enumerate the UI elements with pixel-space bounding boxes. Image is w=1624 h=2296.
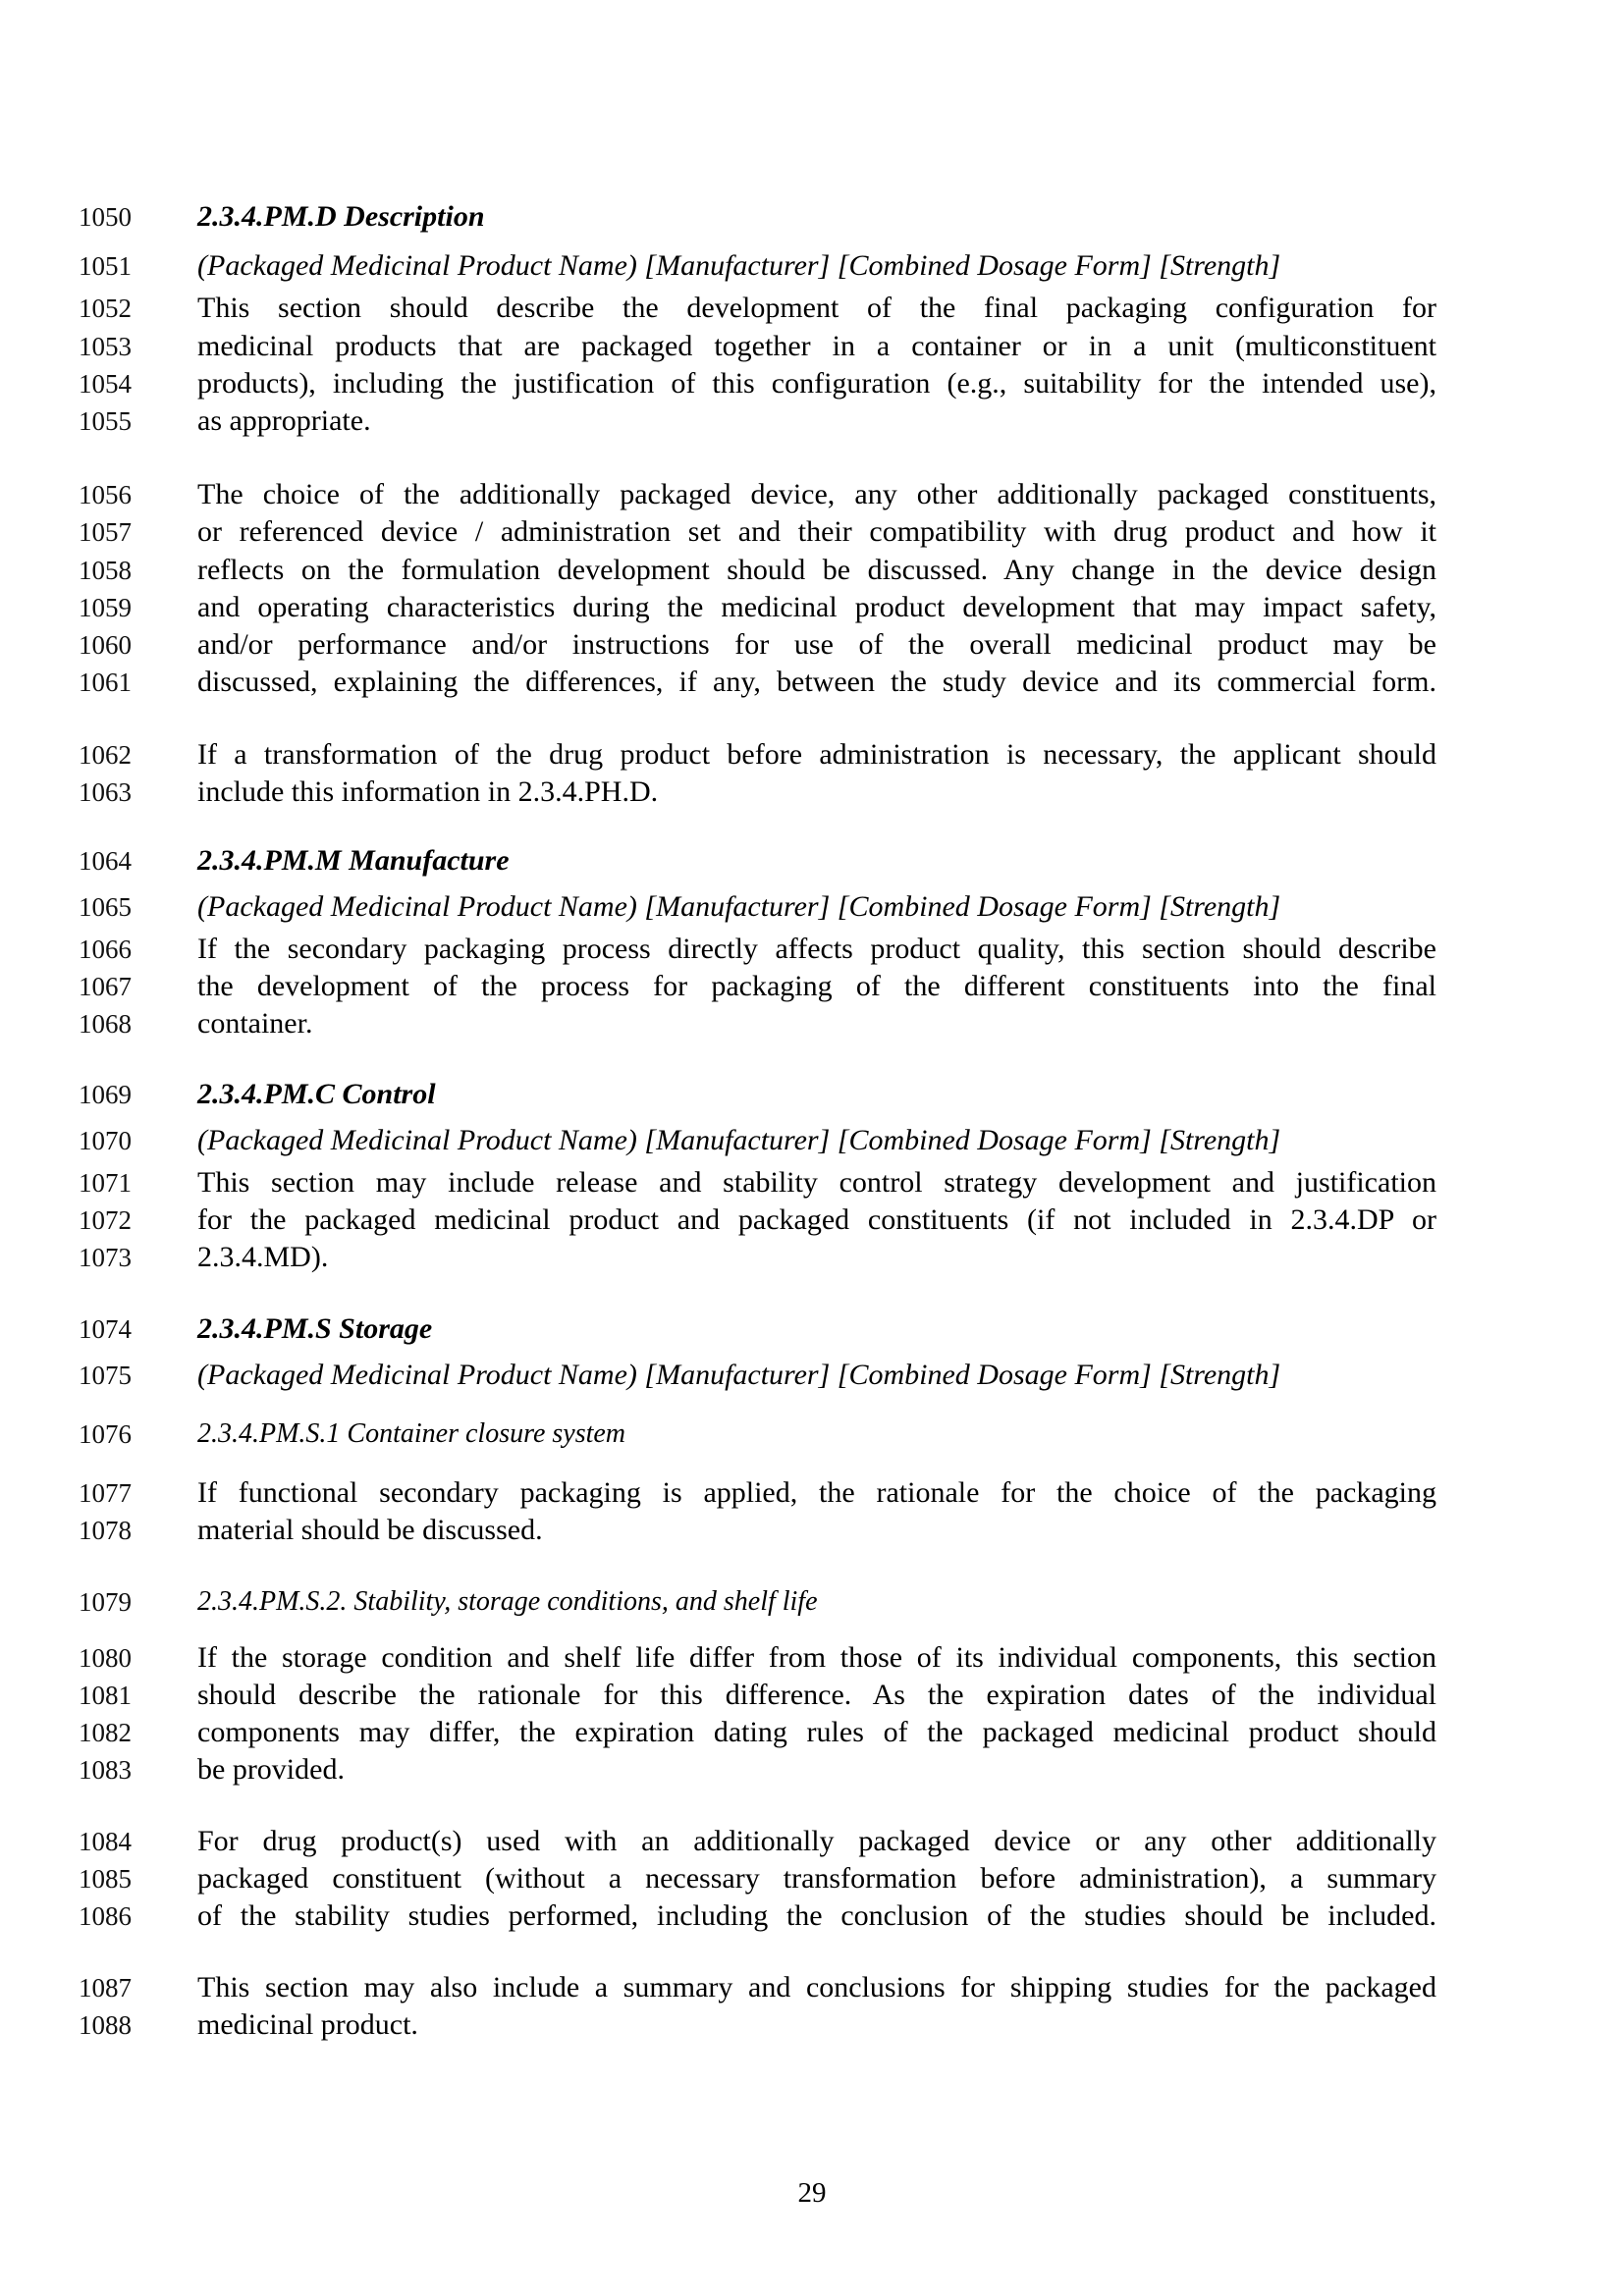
line-number: 1054 [79, 369, 132, 399]
section-heading: 2.3.4.PM.D Description [197, 200, 485, 233]
subsection-heading: 2.3.4.PM.S.2. Stability, storage conditions, and shelf life [197, 1586, 818, 1617]
numbered-line [0, 1751, 1624, 1789]
numbered-line [0, 664, 1624, 701]
section-subtitle: (Packaged Medicinal Product Name) [Manufacturer] [Combined Dosage Form] [Strength] [197, 1124, 1281, 1156]
paragraph-line: the development of the process for packaging of the different constituents into the final [197, 970, 1436, 1002]
line-number: 1064 [79, 846, 132, 876]
line-number: 1073 [79, 1243, 132, 1272]
numbered-line [0, 1474, 1624, 1512]
line-number: 1057 [79, 517, 132, 547]
line-number: 1082 [79, 1718, 132, 1747]
numbered-line [0, 968, 1624, 1005]
line-number: 1053 [79, 332, 132, 361]
subsection-heading: 2.3.4.PM.S.1 Container closure system [197, 1418, 626, 1449]
numbered-line [0, 247, 1624, 285]
paragraph-line: material should be discussed. [197, 1514, 543, 1546]
numbered-line [0, 1201, 1624, 1239]
numbered-line [0, 365, 1624, 402]
line-number: 1066 [79, 934, 132, 964]
paragraph-line: This section may include release and stability control strategy development and justification [197, 1166, 1436, 1199]
paragraph-line: If the storage condition and shelf life differ from those of its individual components, this section [197, 1641, 1436, 1674]
line-number: 1051 [79, 251, 132, 281]
paragraph-line: packaged constituent (without a necessary transformation before administration), a summary [197, 1862, 1436, 1895]
paragraph-line: reflects on the formulation development should be discussed. Any change in the device design [197, 554, 1436, 586]
numbered-line [0, 626, 1624, 664]
numbered-line [0, 1583, 1624, 1621]
line-number: 1081 [79, 1681, 132, 1710]
line-number: 1059 [79, 593, 132, 622]
numbered-line [0, 1714, 1624, 1751]
section-subtitle: (Packaged Medicinal Product Name) [Manufacturer] [Combined Dosage Form] [Strength] [197, 249, 1281, 282]
numbered-line [0, 552, 1624, 589]
line-number: 1075 [79, 1361, 132, 1390]
line-number: 1067 [79, 972, 132, 1001]
line-number: 1072 [79, 1205, 132, 1235]
numbered-line [0, 476, 1624, 513]
numbered-line [0, 1076, 1624, 1113]
paragraph-line: as appropriate. [197, 404, 371, 437]
numbered-line [0, 1512, 1624, 1549]
line-number: 1086 [79, 1901, 132, 1931]
numbered-line [0, 1164, 1624, 1201]
section-heading: 2.3.4.PM.M Manufacture [197, 844, 510, 877]
paragraph-line: If the secondary packaging process directly affects product quality, this section should describe [197, 933, 1436, 965]
paragraph-line: medicinal products that are packaged together in a container or in a unit (multiconstituent [197, 330, 1436, 362]
paragraph-line: of the stability studies performed, including the conclusion of the studies should be included. [197, 1899, 1436, 1932]
numbered-line [0, 1823, 1624, 1860]
paragraph-line: The choice of the additionally packaged device, any other additionally packaged constituents, [197, 478, 1436, 510]
numbered-line [0, 402, 1624, 440]
line-number: 1079 [79, 1587, 132, 1617]
line-number: 1084 [79, 1827, 132, 1856]
numbered-line [0, 1639, 1624, 1677]
line-number: 1065 [79, 892, 132, 922]
paragraph-line: components may differ, the expiration dating rules of the packaged medicinal product should [197, 1716, 1436, 1748]
line-number: 1080 [79, 1643, 132, 1673]
numbered-line [0, 1969, 1624, 2006]
numbered-line [0, 931, 1624, 968]
line-number: 1061 [79, 667, 132, 697]
section-subtitle: (Packaged Medicinal Product Name) [Manufacturer] [Combined Dosage Form] [Strength] [197, 1359, 1281, 1391]
line-number: 1060 [79, 630, 132, 660]
paragraph-line: be provided. [197, 1753, 345, 1786]
line-number: 1056 [79, 480, 132, 509]
paragraph-line: If functional secondary packaging is applied, the rationale for the choice of the packaging [197, 1476, 1436, 1509]
line-number: 1052 [79, 294, 132, 323]
numbered-line [0, 1415, 1624, 1453]
paragraph-line: If a transformation of the drug product before administration is necessary, the applicant should [197, 738, 1436, 771]
paragraph-line: medicinal product. [197, 2008, 418, 2041]
line-number: 1068 [79, 1009, 132, 1039]
numbered-line [0, 774, 1624, 811]
line-number: 1074 [79, 1314, 132, 1344]
line-number: 1050 [79, 202, 132, 232]
numbered-line [0, 888, 1624, 926]
numbered-line [0, 1357, 1624, 1394]
line-number: 1063 [79, 777, 132, 807]
numbered-line [0, 513, 1624, 551]
numbered-line [0, 1310, 1624, 1348]
numbered-line [0, 1897, 1624, 1935]
numbered-line [0, 1005, 1624, 1042]
line-number: 1076 [79, 1419, 132, 1449]
paragraph-line: or referenced device / administration set and their compatibility with drug product and how it [197, 515, 1436, 548]
line-number: 1078 [79, 1516, 132, 1545]
paragraph-line: This section may also include a summary and conclusions for shipping studies for the packaged [197, 1971, 1436, 2003]
line-number: 1055 [79, 406, 132, 436]
numbered-line [0, 842, 1624, 880]
section-heading: 2.3.4.PM.S Storage [197, 1312, 433, 1345]
paragraph-line: products), including the justification of this configuration (e.g., suitability for the intended use), [197, 367, 1436, 400]
numbered-line [0, 290, 1624, 327]
paragraph-line: should describe the rationale for this difference. As the expiration dates of the individual [197, 1679, 1436, 1711]
line-number: 1083 [79, 1755, 132, 1785]
numbered-line [0, 1122, 1624, 1159]
paragraph-line: This section should describe the development of the final packaging configuration for [197, 292, 1436, 324]
line-number: 1077 [79, 1478, 132, 1508]
paragraph-line: For drug product(s) used with an additionally packaged device or any other additionally [197, 1825, 1436, 1857]
paragraph-line: for the packaged medicinal product and packaged constituents (if not included in 2.3.4.DP or [197, 1203, 1436, 1236]
numbered-line [0, 1677, 1624, 1714]
paragraph-line: and/or performance and/or instructions for use of the overall medicinal product may be [197, 628, 1436, 661]
paragraph-line: and operating characteristics during the medicinal product development that may impact safety, [197, 591, 1436, 623]
line-number: 1058 [79, 556, 132, 585]
line-number: 1085 [79, 1864, 132, 1894]
page-number: 29 [797, 2177, 827, 2209]
line-number: 1070 [79, 1126, 132, 1155]
paragraph-line: 2.3.4.MD). [197, 1241, 329, 1273]
numbered-line [0, 589, 1624, 626]
line-number: 1087 [79, 1973, 132, 2002]
numbered-line [0, 328, 1624, 365]
paragraph-line: discussed, explaining the differences, if any, between the study device and its commercial form. [197, 666, 1436, 698]
section-heading: 2.3.4.PM.C Control [197, 1078, 436, 1110]
line-number: 1071 [79, 1168, 132, 1198]
section-subtitle: (Packaged Medicinal Product Name) [Manufacturer] [Combined Dosage Form] [Strength] [197, 890, 1281, 923]
line-number: 1088 [79, 2010, 132, 2040]
numbered-line [0, 1239, 1624, 1276]
numbered-line [0, 1860, 1624, 1897]
paragraph-line: include this information in 2.3.4.PH.D. [197, 775, 659, 808]
numbered-line [0, 198, 1624, 236]
line-number: 1062 [79, 740, 132, 770]
numbered-line [0, 2006, 1624, 2044]
numbered-line [0, 736, 1624, 774]
paragraph-line: container. [197, 1007, 313, 1040]
line-number: 1069 [79, 1080, 132, 1109]
